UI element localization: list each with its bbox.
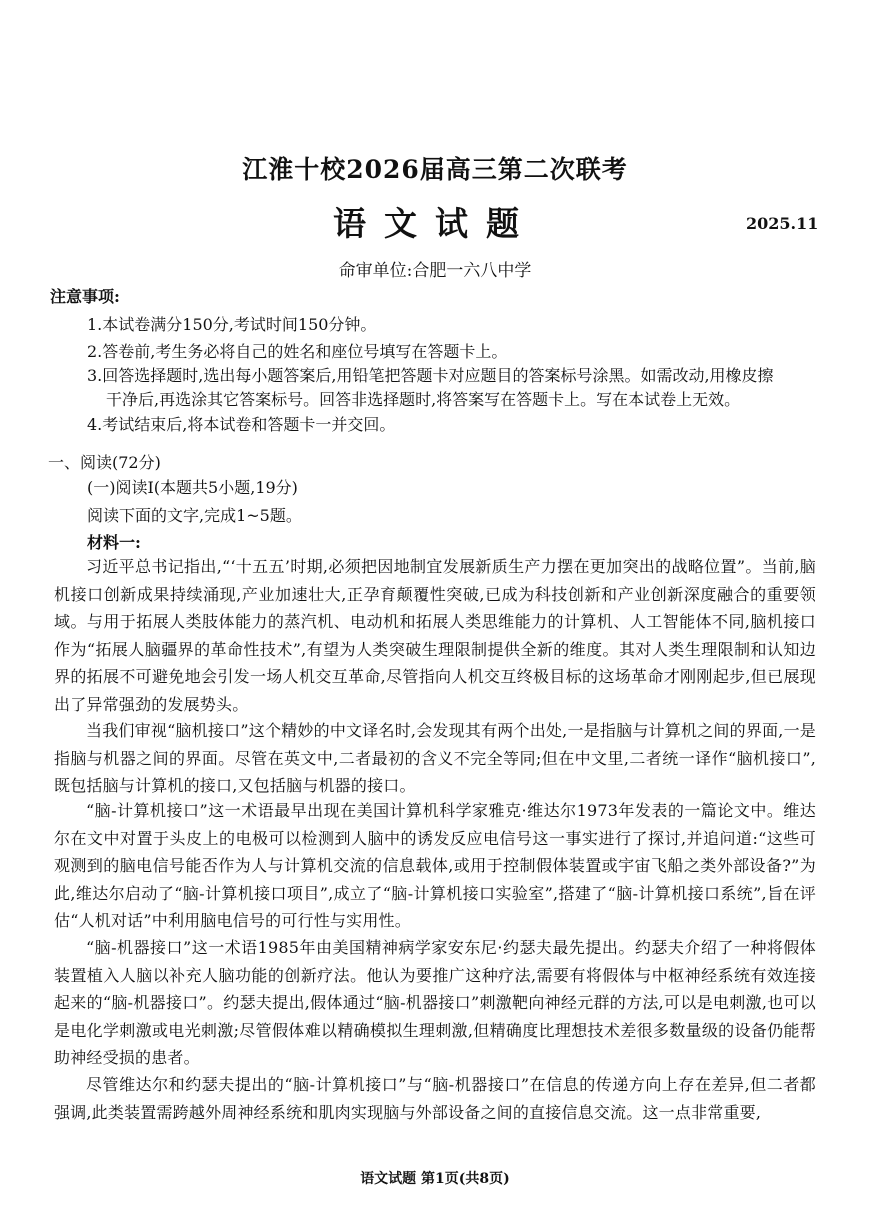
- paragraph-2: 当我们审视“脑机接口”这个精妙的中文译名时,会发现其有两个出处,一是指脑与计算机之间的界面,一是指脑与机器之间的界面。尽管在英文中,二者最初的含义不完全等同;但在中文里,二者统一译作“脑机接口”,既包括脑与计算机的接口,又包括脑与机器的接口。: [54, 721, 816, 795]
- notice-item-2: 2.答卷前,考生务必将自己的姓名和座位号填写在答题卡上。: [87, 342, 508, 361]
- instruction: 阅读下面的文字,完成1~5题。: [87, 506, 302, 525]
- notice-heading: 注意事项:: [50, 287, 120, 306]
- notice-item-3-cont: 干净后,再选涂其它答案标号。回答非选择题时,将答案写在答题卡上。写在本试卷上无效。: [106, 390, 741, 409]
- page-footer: 语文试题 第1页(共8页): [360, 1171, 510, 1187]
- section-title: 一、阅读(72分): [48, 453, 161, 472]
- notice-item-1: 1.本试卷满分150分,考试时间150分钟。: [87, 315, 377, 334]
- part-title: (一)阅读Ⅰ(本题共5小题,19分): [87, 478, 298, 497]
- paragraph-5: 尽管维达尔和约瑟夫提出的“脑-计算机接口”与“脑-机器接口”在信息的传递方向上存在差异,但二者都强调,此类装置需跨越外周神经系统和肌肉实现脑与外部设备之间的直接信息交流。这一点非常重要,: [54, 1075, 816, 1122]
- paragraph-4: “脑-机器接口”这一术语1985年由美国精神病学家安东尼·约瑟夫最先提出。约瑟夫介绍了一种将假体装置植入人脑以补充人脑功能的创新疗法。他认为要推广这种疗法,需要有将假体与中枢神经系统有效连接起来的“脑-机器接口”。约瑟夫提出,假体通过“脑-机器接口”刺激靶向神经元群的方法,可以是电刺激,也可以是电化学刺激或电光刺激;尽管假体难以精确模拟生理刺激,但精确度比理想技术差很多数量级的设备仍能帮助神经受损的患者。: [54, 938, 816, 1067]
- exam-title: 江淮十校2026届高三第二次联考: [242, 155, 628, 184]
- notice-item-4: 4.考试结束后,将本试卷和答题卡一并交回。: [87, 415, 396, 434]
- paragraph-3: “脑-计算机接口”这一术语最早出现在美国计算机科学家雅克·维达尔1973年发表的一篇论文中。维达尔在文中对置于头皮上的电极可以检测到人脑中的诱发反应电信号这一事实进行了探讨,并追问道:“这些可观测到的脑电信号能否作为人与计算机交流的信息载体,或用于控制假体装置或宇宙飞船之类外部设备?”为此,维达尔启动了“脑-计算机接口项目”,成立了“脑-计算机接口实验室”,搭建了“脑-计算机接口系统”,旨在评估“人机对话”中利用脑电信号的可行性与实用性。: [54, 801, 816, 930]
- exam-date: 2025.11: [746, 214, 819, 233]
- material-label: 材料一:: [87, 533, 141, 552]
- paragraph-1: 习近平总书记指出,“‘十五五’时期,必须把因地制宜发展新质生产力摆在更加突出的战略位置”。当前,脑机接口创新成果持续涌现,产业加速壮大,正孕育颠覆性突破,已成为科技创新和产业创新深度融合的重要领域。与用于拓展人类肢体能力的蒸汽机、电动机和拓展人类思维能力的计算机、人工智能体不同,脑机接口作为“拓展人脑疆界的革命性技术”,有望为人类突破生理限制提供全新的维度。其对人类生理限制和认知边界的拓展不可避免地会引发一场人机交互革命,尽管指向人机交互终极目标的这场革命才刚刚起步,但已展现出了异常强劲的发展势头。: [54, 557, 816, 714]
- setter-unit: 命审单位:合肥一六八中学: [338, 261, 532, 281]
- notice-item-3: 3.回答选择题时,选出每小题答案后,用铅笔把答题卡对应题目的答案标号涂黑。如需改动,用橡皮擦: [87, 366, 774, 385]
- subject-title: 语文试题: [333, 204, 537, 243]
